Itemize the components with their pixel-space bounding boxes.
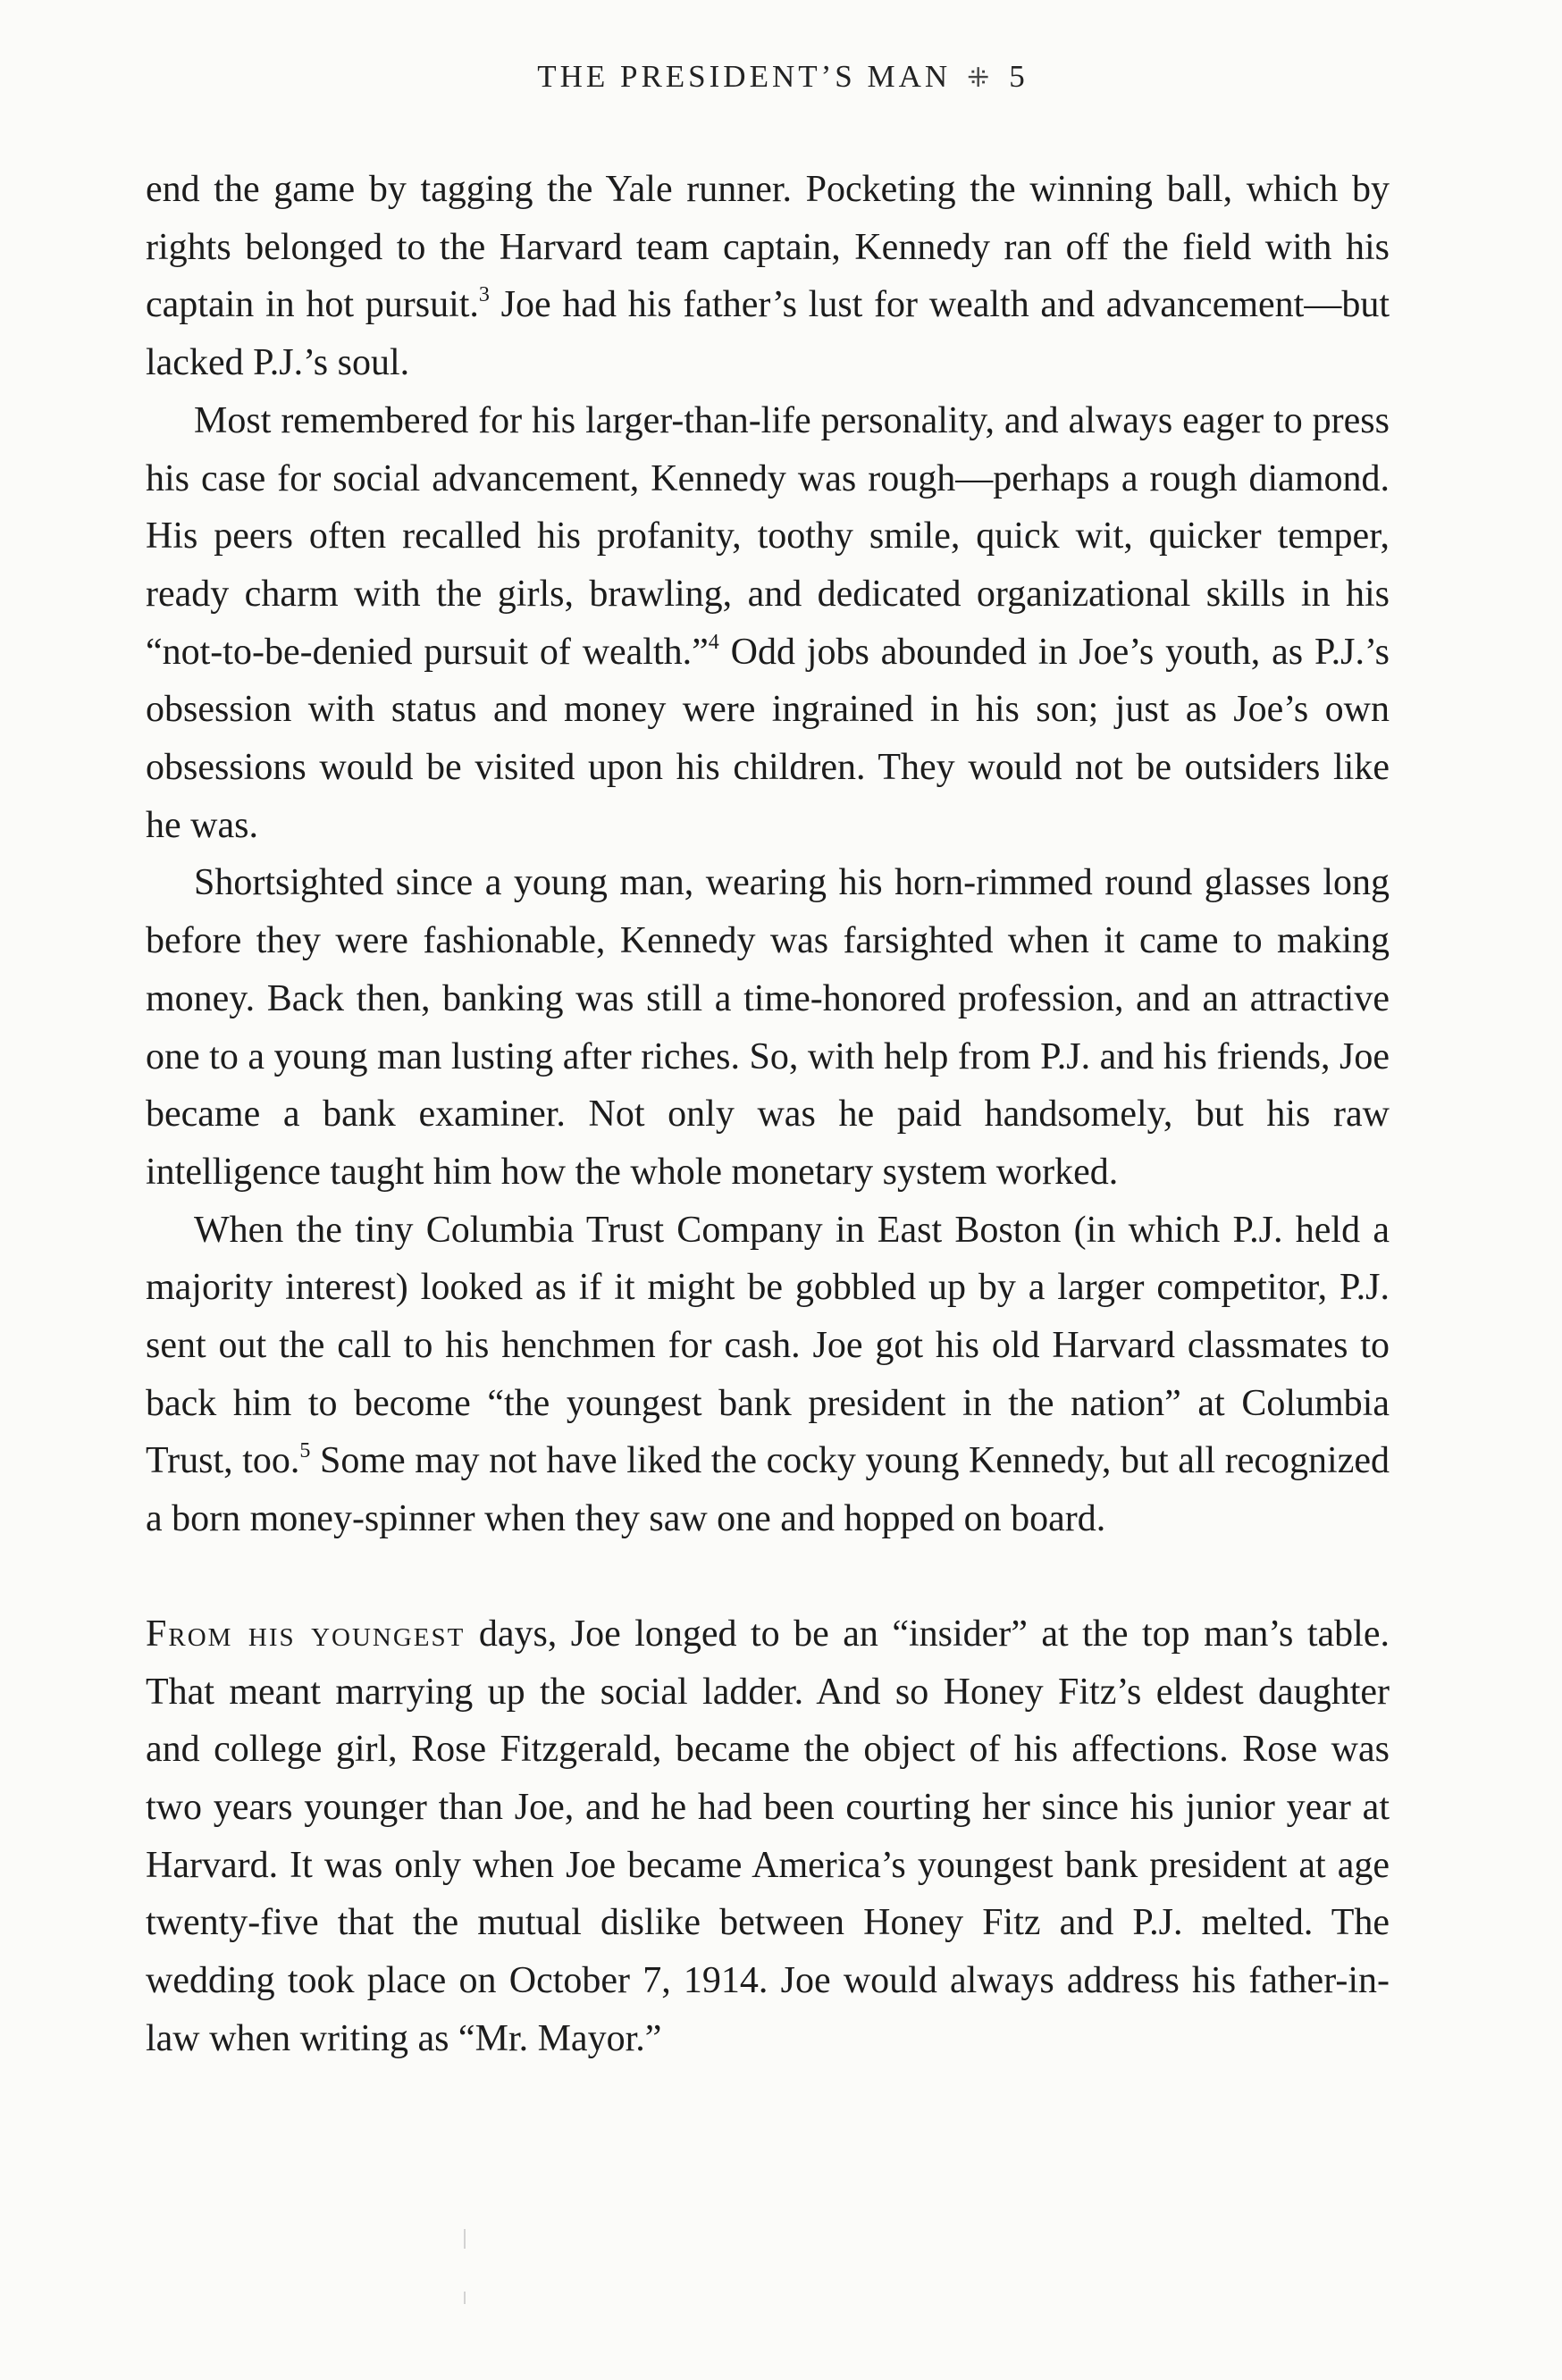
footnote-marker: 5: [299, 1439, 311, 1463]
running-head-title: THE PRESIDENT’S MAN: [537, 59, 952, 94]
section-lead-in: From his youngest: [146, 1613, 466, 1655]
paragraph: [146, 1605, 1390, 2068]
text-run: end the game by tagging the Yale runner. Pocketing the winning ball, which by rights belonged to the Harvard team captain, Kennedy ran off the field with his captain in hot pursuit.: [146, 169, 1390, 326]
running-head: [0, 59, 1562, 95]
text-run: Most remembered for his larger-than-life personality, and always eager to press his case for social advancement, Kennedy was rough—perhaps a rough diamond. His peers often recalled his profanity, toothy smile, quick wit, quicker temper, ready charm with the girls, brawling, and dedicated organizational skills in his “not-to-be-denied pursuit of wealth.”: [146, 399, 1390, 673]
text-run: days, Joe longed to be an “insider” at the top man’s table. That meant marrying up the social ladder. And so Honey Fitz’s eldest daughter and college girl, Rose Fitzgerald, became the object of his affections. Rose was two years younger than Joe, and he had been courting her since his junior year at Harvard. It was only when Joe became America’s youngest bank president at age twenty-five that the mutual dislike between Honey Fitz and P.J. melted. The wedding took place on October 7, 1914. Joe would always address his father-in-law when writing as “Mr. Mayor.”: [146, 1613, 1390, 2059]
paragraph: [146, 161, 1390, 392]
ornament-icon: ⁜: [967, 63, 990, 93]
text-run: When the tiny Columbia Trust Company in East Boston (in which P.J. held a majority interest) looked as if it might be gobbled up by a larger competitor, P.J. sent out the call to his henchmen for cash. Joe got his old Harvard classmates to back him to become “the youngest bank president in the nation” at Columbia Trust, too.: [146, 1209, 1390, 1482]
text-run: Odd jobs abounded in Joe’s youth, as P.J.’s obsession with status and money were ingrained in his son; just as Joe’s own obsessions would be visited upon his children. They would not be outsiders like he was.: [146, 631, 1390, 846]
paragraph: [146, 392, 1390, 855]
text-run: Some may not have liked the cocky young Kennedy, but all recognized a born money-spinner when they saw one and hopped on board.: [146, 1440, 1390, 1540]
body-text: [146, 161, 1390, 2068]
text-run: Shortsighted since a young man, wearing his horn-rimmed round glasses long before they were fashionable, Kennedy was farsighted when it came to making money. Back then, banking was still a time-honored profession, and an attractive one to a young man lusting after riches. So, with help from P.J. and his friends, Joe became a bank examiner. Not only was he paid handsomely, but his raw intelligence taught him how the whole monetary system worked.: [146, 862, 1390, 1193]
section-break: [146, 1548, 1390, 1605]
scan-mark: [464, 2292, 466, 2304]
paragraph: [146, 1202, 1390, 1548]
page-number: 5: [1009, 59, 1025, 94]
footnote-marker: 3: [478, 283, 490, 307]
paragraph: [146, 854, 1390, 1201]
scan-mark: [464, 2229, 466, 2249]
text-run: Joe had his father’s lust for wealth and advancement—but lacked P.J.’s soul.: [146, 284, 1390, 384]
footnote-marker: 4: [708, 630, 719, 654]
